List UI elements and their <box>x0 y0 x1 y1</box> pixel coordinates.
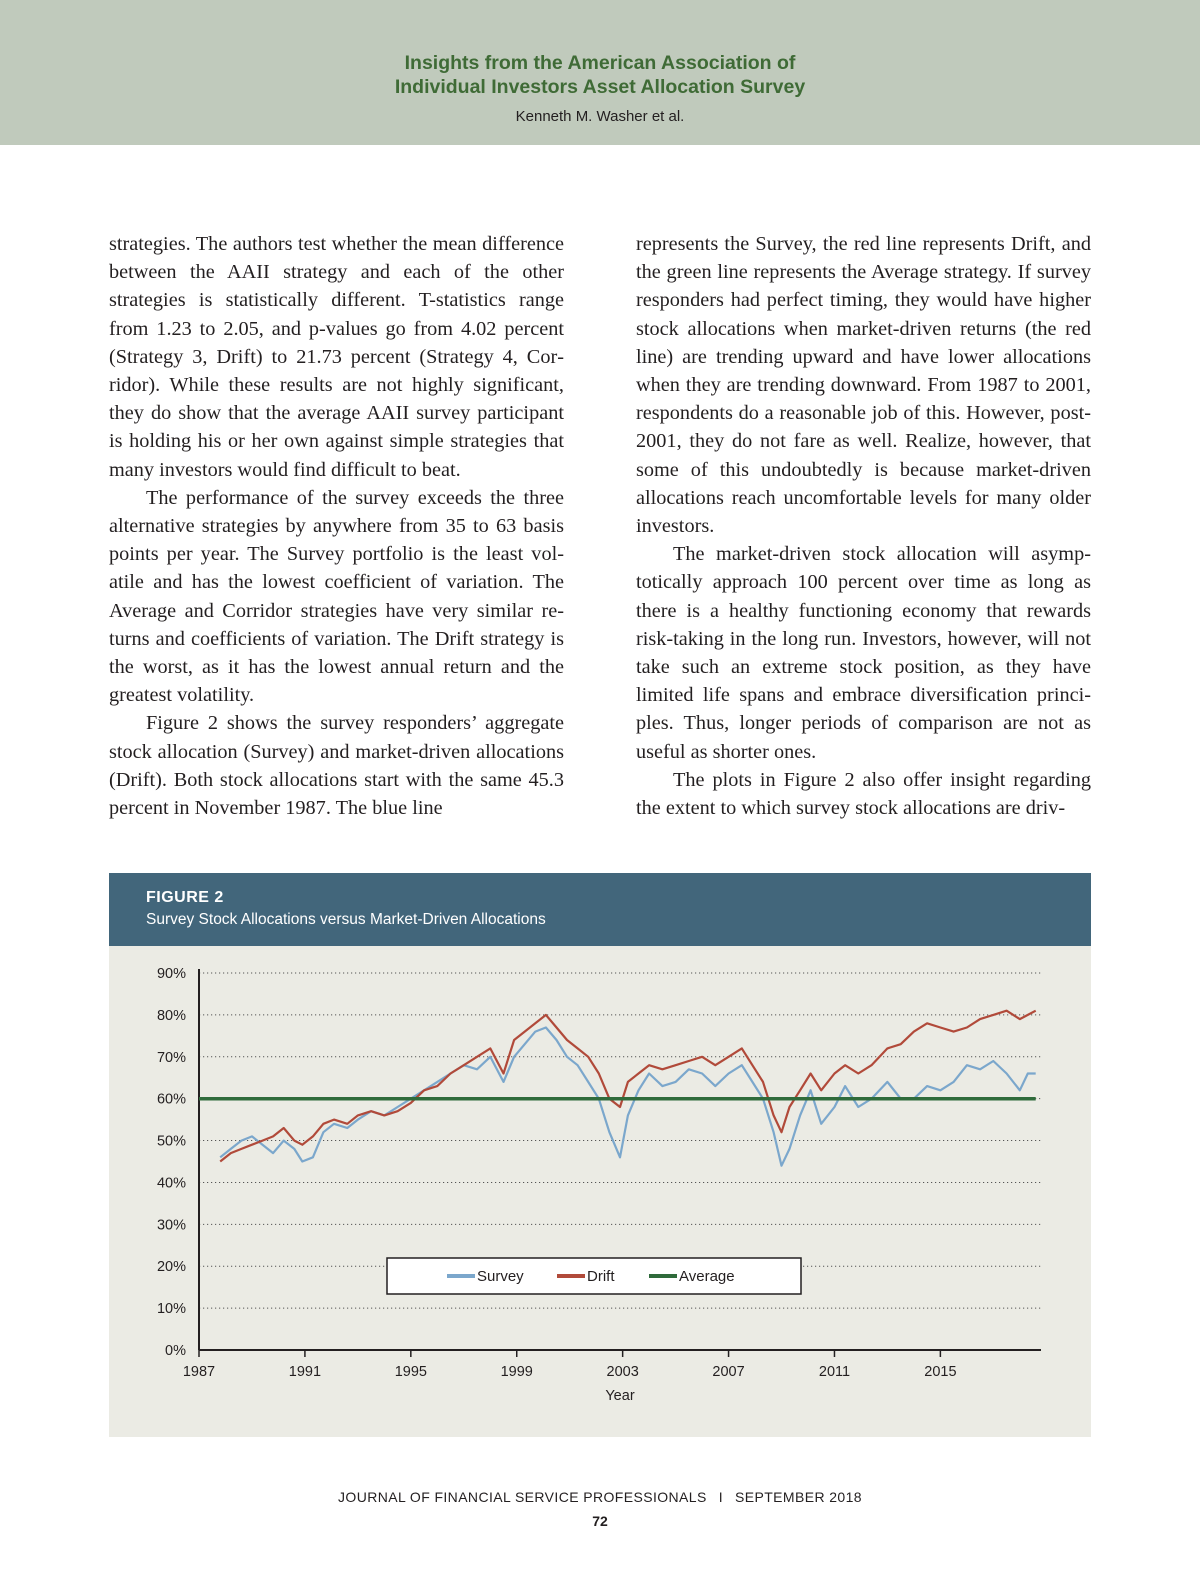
issue-date: SEPTEMBER 2018 <box>735 1489 862 1505</box>
article-author: Kenneth M. Washer et al. <box>515 108 685 125</box>
x-tick-label: 1995 <box>394 1364 427 1380</box>
legend-label: Average <box>679 1268 735 1285</box>
x-tick-label: 1987 <box>182 1364 216 1380</box>
series-line-drift <box>220 1011 1035 1162</box>
figure-2 <box>109 873 1091 1437</box>
y-tick-label: 50% <box>156 1133 186 1150</box>
paragraph: strategies. The authors test whether the mean difference between the AAII strategy and each of the other strategies is statistically different. T-statistics range from 1.23 to 2.05, and p-values go from 4.02 percent (Strategy 3, Drift) to 21.73 percent (Strategy 4, Corridor). While these results are not highly significant, they do show that the average AAII survey participant is holding his or her own against simple strategies that many investors would find difficult to beat. <box>109 233 564 481</box>
figure-number: FIGURE 2 <box>146 889 224 906</box>
y-tick-label: 40% <box>156 1175 186 1192</box>
page-number: 72 <box>592 1513 608 1529</box>
paragraph: Figure 2 shows the survey responders’ aggregate stock allocation (Survey) and market-driven allocations (Drift). Both stock allocations start with the same 45.3 percent in November 1987. The blue line <box>109 712 564 820</box>
y-tick-label: 10% <box>156 1301 186 1318</box>
x-tick-label: 2007 <box>712 1364 745 1380</box>
line-chart <box>109 946 1091 1437</box>
right-text-column <box>636 230 1091 822</box>
legend-label: Drift <box>587 1268 615 1285</box>
legend-label: Survey <box>477 1268 524 1285</box>
article-title <box>0 51 1200 99</box>
figure-header <box>109 873 1091 946</box>
x-axis-label: Year <box>605 1388 635 1404</box>
x-tick-label: 1991 <box>288 1364 322 1380</box>
y-tick-label: 60% <box>156 1091 186 1108</box>
running-header <box>0 0 1200 145</box>
figure-caption: Survey Stock Allocations versus Market-Driven Allocations <box>146 911 546 928</box>
article-title-line-2: Individual Investors Asset Allocation Survey <box>394 76 806 98</box>
y-tick-label: 70% <box>156 1049 186 1066</box>
footer-separator: I <box>718 1489 723 1505</box>
paragraph: represents the Survey, the red line represents Drift, and the green line represents the Average strategy. If survey responders had perfect timing, they would have higher stock allocations when market-driven returns (the red line) are trending upward and have lower allocations when they are trending downward. From 1987 to 2001, respondents do a reasonable job of this. However, post-2001, they do not fare as well. Realize, however, that some of this undoubtedly is because market-driven allocations reach uncomfortable levels for many older investors. <box>636 233 1091 538</box>
series-line-survey <box>220 1028 1035 1166</box>
x-tick-label: 2015 <box>924 1364 957 1380</box>
y-tick-label: 30% <box>156 1217 186 1234</box>
y-tick-label: 20% <box>156 1259 186 1276</box>
x-tick-label: 1999 <box>500 1364 533 1380</box>
x-tick-label: 2003 <box>606 1364 639 1380</box>
journal-name: JOURNAL OF FINANCIAL SERVICE PROFESSIONALS <box>338 1489 707 1505</box>
left-text-column <box>109 230 564 822</box>
paragraph: The plots in Figure 2 also offer insight regarding the extent to which survey stock allocations are driv- <box>636 768 1091 820</box>
y-tick-label: 0% <box>165 1343 186 1359</box>
article-title-line-1: Insights from the American Association of <box>404 52 796 74</box>
paragraph: The market-driven stock allocation will asymptotically approach 100 percent over time as long as there is a healthy functioning economy that rewards risk-taking in the long run. Investors, however, will not take such an extreme stock position, as they have limited life spans and embrace diversification principles. Thus, longer periods of comparison are not as useful as shorter ones. <box>636 543 1091 763</box>
x-tick-label: 2011 <box>818 1364 851 1380</box>
y-tick-label: 80% <box>156 1007 186 1024</box>
y-tick-label: 90% <box>156 966 186 982</box>
paragraph: The performance of the survey exceeds the three alternative strategies by anywhere from 35 to 63 basis points per year. The Survey portfolio is the least volatile and has the lowest coefficient of variation. The Average and Corridor strategies have very similar returns and coefficients of variation. The Drift strategy is the worst, as it has the lowest annual return and the greatest volatility. <box>109 486 564 707</box>
journal-footer <box>0 1489 1200 1505</box>
